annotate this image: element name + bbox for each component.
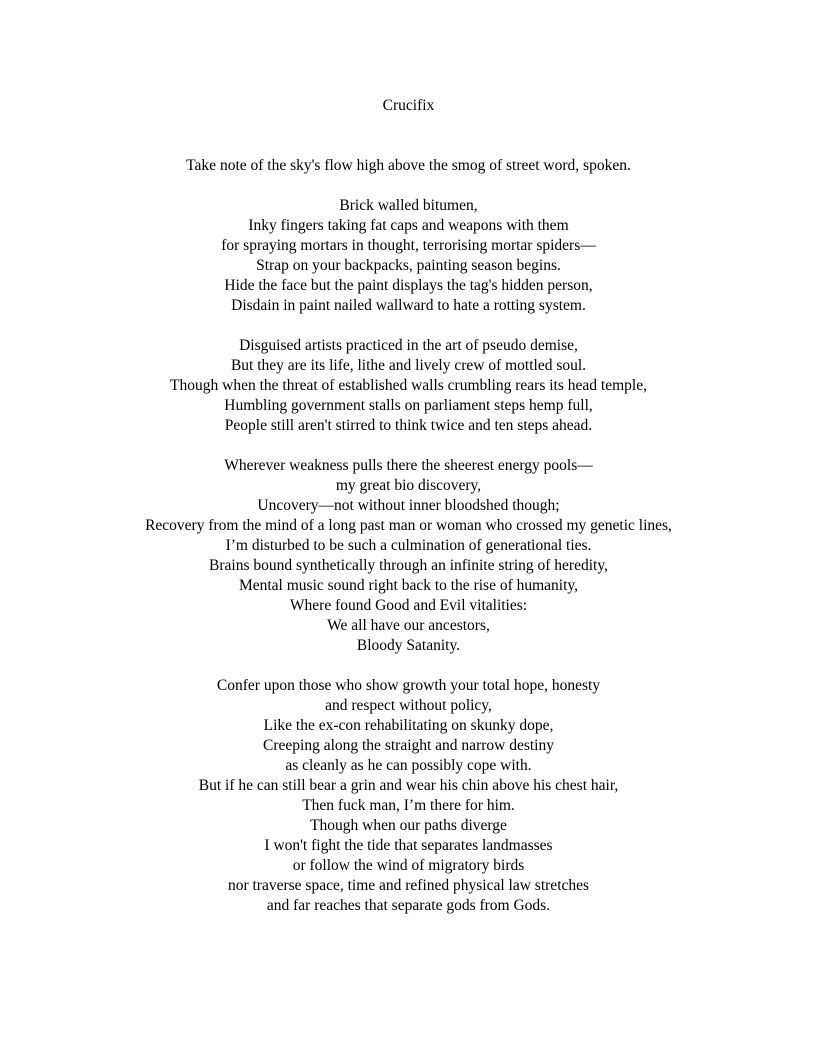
poem-line: Brick walled bitumen, bbox=[339, 197, 478, 214]
poem-line: Brains bound synthetically through an infinite string of heredity, bbox=[209, 557, 608, 574]
poem-line: Take note of the sky's flow high above the smog of street word, spoken. bbox=[186, 157, 631, 174]
poem-line: Though when the threat of established walls crumbling rears its head temple, bbox=[170, 377, 647, 394]
poem-line: Recovery from the mind of a long past man or woman who crossed my genetic lines, bbox=[145, 517, 672, 534]
poem-line: Like the ex-con rehabilitating on skunky dope, bbox=[263, 717, 554, 734]
poem-line: Strap on your backpacks, painting season begins. bbox=[256, 257, 561, 274]
poem-line: Mental music sound right back to the rise of humanity, bbox=[238, 577, 579, 594]
stanza bbox=[0, 676, 817, 916]
poem-line: Creeping along the straight and narrow destiny bbox=[263, 737, 554, 754]
poem-line: Though when our paths diverge bbox=[310, 817, 507, 834]
poem-body bbox=[0, 156, 817, 936]
poem-line: Uncovery—not without inner bloodshed though; bbox=[257, 497, 560, 514]
poem-line: I won't fight the tide that separates landmasses bbox=[264, 837, 553, 854]
poem-line: Disguised artists practiced in the art of pseudo demise, bbox=[239, 337, 578, 354]
poem-line: Where found Good and Evil vitalities: bbox=[289, 597, 528, 614]
poem-line: Confer upon those who show growth your total hope, honesty bbox=[216, 677, 601, 694]
poem-line: and respect without policy, bbox=[325, 697, 492, 714]
poem-line: my great bio discovery, bbox=[335, 477, 482, 494]
poem-line: Then fuck man, I’m there for him. bbox=[302, 797, 515, 814]
poem-line: nor traverse space, time and refined physical law stretches bbox=[227, 877, 590, 894]
poem-line: Wherever weakness pulls there the sheerest energy pools— bbox=[224, 457, 593, 474]
poem-line: for spraying mortars in thought, terrorising mortar spiders— bbox=[221, 237, 596, 254]
stanza bbox=[0, 336, 817, 436]
poem-line: Inky fingers taking fat caps and weapons with them bbox=[248, 217, 569, 234]
poem-line: Hide the face but the paint displays the tag's hidden person, bbox=[224, 277, 593, 294]
poem-line: Humbling government stalls on parliament steps hemp full, bbox=[224, 397, 593, 414]
poem-line: But if he can still bear a grin and wear his chin above his chest hair, bbox=[198, 777, 619, 794]
poem-line: We all have our ancestors, bbox=[327, 617, 490, 634]
stanza bbox=[0, 156, 817, 176]
stanza bbox=[0, 456, 817, 656]
poem-line: But they are its life, lithe and lively crew of mottled soul. bbox=[230, 357, 587, 374]
poem-line: People still aren't stirred to think twice and ten steps ahead. bbox=[224, 417, 593, 434]
poem-line: as cleanly as he can possibly cope with. bbox=[285, 757, 532, 774]
poem-line: or follow the wind of migratory birds bbox=[292, 857, 525, 874]
stanza bbox=[0, 196, 817, 316]
poem-line: and far reaches that separate gods from Gods. bbox=[266, 897, 551, 914]
poem-line: I’m disturbed to be such a culmination of generational ties. bbox=[225, 537, 592, 554]
poem-line: Bloody Satanity. bbox=[356, 637, 461, 654]
poem-title: Crucifix bbox=[382, 97, 435, 114]
poem-line: Disdain in paint nailed wallward to hate a rotting system. bbox=[231, 297, 586, 314]
